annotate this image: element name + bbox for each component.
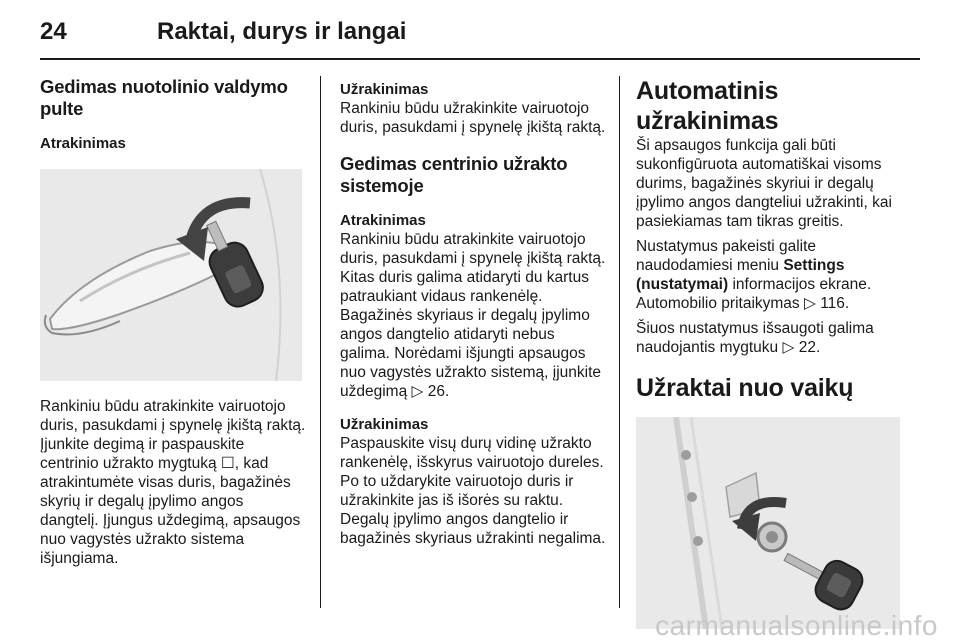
page-header <box>40 16 920 48</box>
column-divider-2 <box>619 76 620 608</box>
section-heading-central-lock-failure: Gedimas centrinio užrakto sistemoje <box>340 153 568 196</box>
child-lock-illustration <box>636 417 900 629</box>
settings-menu-label: Settings (nustatymai) <box>636 257 845 293</box>
header-rule <box>40 58 920 60</box>
paragraph-central-unlock: Rankiniu būdu atrakinkite vairuotojo duris, pasukdami į spynelę įkištą raktą. Kitas duris galima atidaryti du kartus patraukiant vidaus rankenėlę. Bagažinės skyriaus ir degalų įpylimo angos dangtelio atidaryti nebus galima. Norėdami išjungti apsaugos nuo vagystės užrakto sistemą, įjunkite uždegimą ▷ 26. <box>340 231 606 400</box>
subheading-locking-2: Užrakinimas <box>340 416 429 433</box>
subheading-unlocking-2: Atrakinimas <box>340 212 426 229</box>
section-heading-child-locks: Užraktai nuo vaikų <box>636 374 854 402</box>
subheading-locking-1: Užrakinimas <box>340 81 429 98</box>
watermark: carmanualsonline.info <box>655 610 938 641</box>
section-heading-auto-lock: Automatinis užrakinimas <box>636 77 779 135</box>
paragraph-settings: Nustatymus pakeisti galite naudodamiesi meniu Settings (nustatymai) informacijos ekrane. Automobilio pritaikymas ▷ 116. <box>636 238 872 312</box>
paragraph-remote-unlock: Rankiniu būdu atrakinkite vairuotojo duris, pasukdami į spynelę įkištą raktą. Įjunkite degimą ir paspauskite centrinio užrakto mygtuką ☐, kad atrakintumėte visas duris, bagažinės skyrių ir degalų įpylimo angos dangtelį. Įjungus uždegimą, apsaugos nuo vagystės užrakto sistema išjungiama. <box>40 398 306 567</box>
column-3 <box>636 76 906 629</box>
column-1 <box>40 76 306 568</box>
section-heading-remote-failure: Gedimas nuotolinio valdymo pulte <box>40 76 288 119</box>
column-divider-1 <box>320 76 321 608</box>
subheading-unlocking: Atrakinimas <box>40 135 126 152</box>
column-2 <box>340 80 606 548</box>
page-number: 24 <box>40 18 67 45</box>
door-handle-key-illustration <box>40 169 302 381</box>
paragraph-save-settings: Šiuos nustatymus išsaugoti galima naudojantis mygtuku ▷ 22. <box>636 320 874 356</box>
paragraph-central-lock: Paspauskite visų durų vidinę užrakto rankenėlę, išskyrus vairuotojo dureles. Po to uždarykite vairuotojo duris ir užrakinkite jas iš išorės su raktu. Degalų įpylimo angos dangtelio ir bagažinės skyriaus užrakinti negalima. <box>340 435 606 547</box>
paragraph-manual-lock: Rankiniu būdu užrakinkite vairuotojo duris, pasukdami į spynelę įkištą raktą. <box>340 100 606 136</box>
paragraph-auto-lock: Ši apsaugos funkcija gali būti sukonfigūruota automatiškai visoms durims, bagažinės skyriui ir degalų įpylimo angos dangteliui užrakinti, kai pasiekiamas tam tikras greitis. <box>636 137 892 230</box>
page-title: Raktai, durys ir langai <box>157 18 407 45</box>
